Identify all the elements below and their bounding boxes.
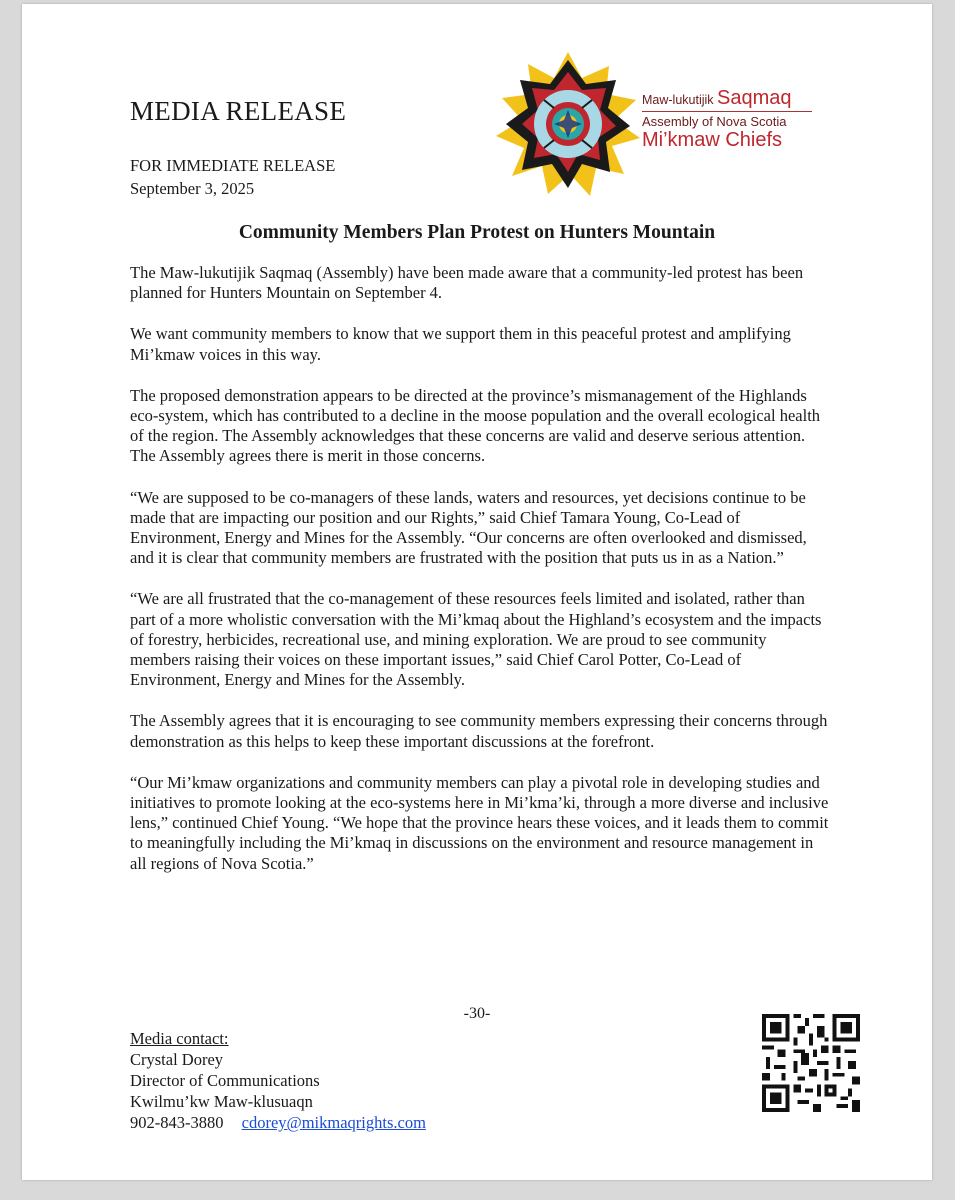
paragraph: “Our Mi’kmaw organizations and community members can play a pivotal role in developing studies and initiatives to promote looking at the eco-systems here in Mi’kma’ki, through a more diverse and inclusive lens,” continued Chief Young. “We hope that the province hears these voices, and it leads them to commit to meaningfully including the Mi’kmaq in discussions on the environment and resource management in all regions of Nova Scotia.” bbox=[130, 772, 829, 873]
org-assembly-line: Assembly of Nova Scotia bbox=[642, 114, 787, 129]
assembly-logo-icon bbox=[494, 50, 642, 198]
paragraph: The proposed demonstration appears to be directed at the province’s mismanagement of the Highlands eco-system, which has contributed to a decline in the moose population and the overall ecological health of the region. The Assembly acknowledges that these concerns are valid and deserve serious attention. The Assembly agrees there is merit in those concerns. bbox=[130, 385, 821, 466]
document-page bbox=[22, 4, 932, 1180]
release-body bbox=[130, 263, 830, 895]
paragraph: “We are supposed to be co-managers of these lands, waters and resources, yet decisions continue to be made that are impacting our position and our Rights,” said Chief Tamara Young, Co-Lead of Environment, Energy and Mines for the Assembly. “Our concerns are often overlooked and dismissed, and it is clear that community members are frustrated with the position that puts us in as a Nation.” bbox=[130, 487, 807, 568]
immediate-release-label: FOR IMMEDIATE RELEASE bbox=[130, 156, 336, 175]
paragraph: The Maw-lukutijik Saqmaq (Assembly) have been made aware that a community-led protest has been planned for Hunters Mountain on September 4. bbox=[130, 263, 804, 303]
contact-phone: 902-843-3880 bbox=[130, 1113, 224, 1132]
contact-org: Kwilmu’kw Maw-klusuaqn bbox=[130, 1092, 313, 1111]
contact-email-link[interactable]: cdorey@mikmaqrights.com bbox=[241, 1113, 426, 1132]
org-name-small: Maw-lukutijik bbox=[642, 93, 714, 107]
release-meta bbox=[130, 154, 335, 200]
release-date: September 3, 2025 bbox=[130, 179, 255, 198]
end-mark: -30- bbox=[463, 1005, 491, 1022]
org-divider bbox=[642, 111, 812, 112]
paragraph: We want community members to know that we support them in this peaceful protest and amplifying Mi’kmaw voices in this way. bbox=[130, 324, 791, 364]
paragraph: The Assembly agrees that it is encouraging to see community members expressing their concerns through demonstration as this helps to keep these important discussions at the forefront. bbox=[130, 711, 828, 751]
qr-code-icon[interactable] bbox=[762, 1014, 860, 1112]
org-name-big: Saqmaq bbox=[717, 87, 792, 109]
contact-role: Director of Communications bbox=[130, 1071, 320, 1090]
contact-label: Media contact: bbox=[130, 1029, 229, 1048]
release-title: Community Members Plan Protest on Hunters Mountain bbox=[238, 222, 716, 243]
contact-name: Crystal Dorey bbox=[130, 1050, 224, 1069]
paragraph: “We are all frustrated that the co-management of these resources feels limited and isolated, rather than part of a more wholistic conversation with the Mi’kmaq about the Highland’s ecosystem and the impacts of forestry, herbicides, recreational use, and mining exploration. We are proud to see community members raising their voices on these important issues,” said Chief Carol Potter, Co-Lead of Environment, Energy and Mines for the Assembly. bbox=[130, 589, 822, 690]
media-release-heading: MEDIA RELEASE bbox=[130, 96, 347, 126]
media-contact bbox=[130, 1028, 426, 1133]
org-chiefs-line: Mi’kmaw Chiefs bbox=[642, 129, 783, 151]
organization-name bbox=[642, 88, 812, 150]
